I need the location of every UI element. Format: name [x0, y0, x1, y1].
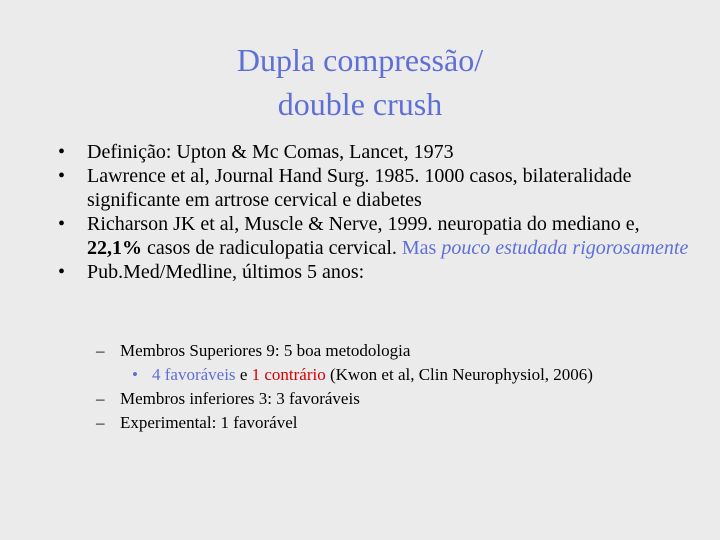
bullet-text: Pub.Med/Medline, últimos 5 anos:	[87, 261, 365, 283]
bullet-text-part1: Richarson JK et al, Muscle & Nerve, 1999. neuropatia do mediano e,	[87, 213, 640, 235]
dash-marker: –	[96, 341, 105, 360]
bullet-dot: •	[58, 141, 66, 163]
slide-title	[0, 38, 720, 126]
dash-marker: –	[96, 413, 105, 432]
sub-item-text: Experimental: 1 favorável	[120, 413, 298, 432]
bullet-definicao	[58, 140, 698, 164]
bullet-blue-italic: pouco estudada rigorosamente	[441, 237, 689, 259]
sub-item-text: Membros Superiores 9: 5 boa metodologia	[120, 341, 411, 360]
bullet-dot: •	[58, 261, 66, 283]
bullet-list	[58, 140, 698, 284]
title-line-1: Dupla compressão/	[236, 42, 484, 78]
sub-item-superiores	[58, 341, 698, 361]
contrario-text: 1 contrário	[251, 365, 326, 384]
bullet-text-part2: casos de radiculopatia cervical.	[142, 237, 397, 259]
bullet-text: Definição: Upton & Mc Comas, Lancet, 1973	[87, 141, 454, 163]
bullet-bold-percent: 22,1%	[87, 237, 142, 259]
favoraveis-text: 4 favoráveis	[152, 365, 236, 384]
connector-text: e	[235, 365, 252, 384]
bullet-blue-lead: Mas	[396, 237, 437, 259]
sub-sub-item-favoraveis	[58, 365, 698, 385]
sub-item-experimental	[58, 413, 698, 433]
bullet-lawrence	[58, 164, 698, 212]
sub-bullet-dot: •	[132, 365, 138, 384]
sub-item-text: Membros inferiores 3: 3 favoráveis	[120, 389, 360, 408]
bullet-dot: •	[58, 213, 66, 235]
kwon-reference: (Kwon et al, Clin Neurophysiol, 2006)	[325, 365, 593, 384]
sub-list	[58, 341, 698, 437]
bullet-richarson	[58, 212, 698, 260]
sub-item-inferiores	[58, 389, 698, 409]
bullet-dot: •	[58, 165, 66, 187]
bullet-pubmed	[58, 260, 698, 284]
dash-marker: –	[96, 389, 105, 408]
title-line-2: double crush	[277, 86, 443, 122]
bullet-text: Lawrence et al, Journal Hand Surg. 1985. 1000 casos, bilateralidade significante em artrose cervical e diabetes	[87, 165, 632, 211]
